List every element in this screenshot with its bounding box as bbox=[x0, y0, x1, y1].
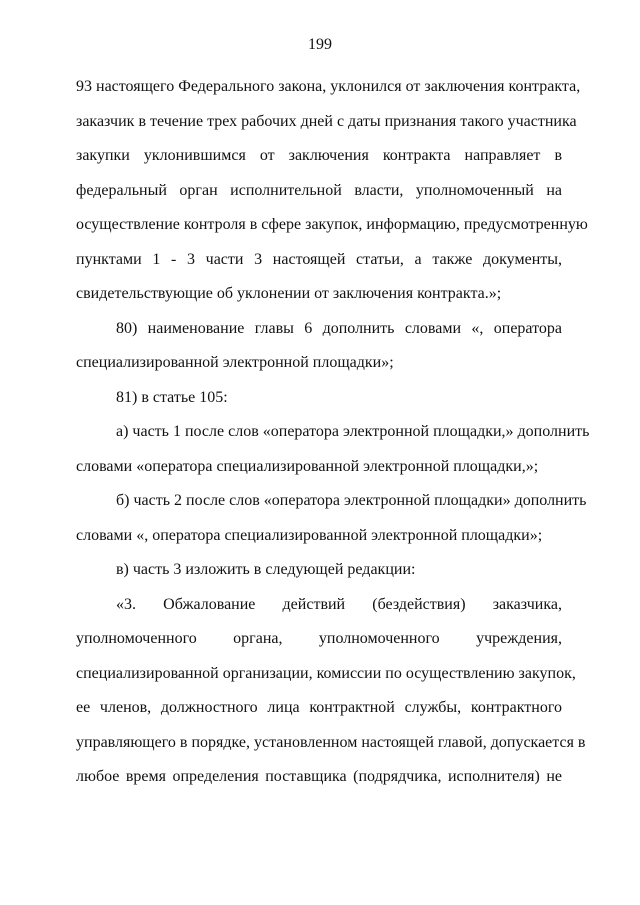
text-line: осуществление контроля в сфере закупок, информацию, предусмотренную bbox=[76, 216, 588, 233]
paragraph-subitem-a bbox=[76, 415, 590, 484]
text-line: в) часть 3 изложить в следующей редакции: bbox=[116, 561, 416, 578]
paragraph-quoted-part-3 bbox=[76, 588, 586, 795]
text-line: специализированной электронной площадки»; bbox=[76, 354, 394, 371]
text-line: уполномоченного органа, уполномоченного учреждения, bbox=[76, 630, 562, 647]
text-line: словами «, оператора специализированной электронной площадки»; bbox=[76, 526, 543, 544]
text-line: специализированной организации, комиссии по осуществлению закупок, bbox=[76, 664, 576, 682]
text-line: любое время определения поставщика (подрядчика, исполнителя) не bbox=[76, 768, 562, 785]
paragraph-item-81 bbox=[76, 381, 562, 416]
text-line: словами «оператора специализированной электронной площадки,»; bbox=[76, 457, 539, 475]
text-line: б) часть 2 после слов «оператора электронной площадки» дополнить bbox=[116, 492, 587, 509]
text-line: пунктами 1 - 3 части 3 настоящей статьи, а также документы, bbox=[76, 250, 562, 268]
paragraph-continuation bbox=[76, 70, 588, 312]
page-number: 199 bbox=[308, 36, 332, 53]
text-line: закупки уклонившимся от заключения контракта направляет в bbox=[76, 147, 562, 164]
text-line: свидетельствующие об уклонении от заключения контракта.»; bbox=[76, 285, 502, 302]
paragraph-item-80 bbox=[76, 312, 562, 381]
text-line: 81) в статье 105: bbox=[116, 388, 228, 406]
text-line: «3. Обжалование действий (бездействия) заказчика, bbox=[116, 595, 562, 613]
text-line: 80) наименование главы 6 дополнить словами «, оператора bbox=[116, 319, 562, 337]
document-body bbox=[76, 70, 590, 795]
text-line: 93 настоящего Федерального закона, уклонился от заключения контракта, bbox=[76, 78, 581, 95]
text-line: управляющего в порядке, установленном настоящей главой, допускается в bbox=[76, 733, 586, 751]
text-line: а) часть 1 после слов «оператора электронной площадки,» дополнить bbox=[116, 423, 590, 440]
paragraph-subitem-v bbox=[76, 553, 562, 588]
text-line: федеральный орган исполнительной власти, уполномоченный на bbox=[76, 181, 562, 199]
paragraph-subitem-b bbox=[76, 484, 587, 553]
text-line: заказчик в течение трех рабочих дней с даты признания такого участника bbox=[76, 112, 577, 130]
text-line: ее членов, должностного лица контрактной службы, контрактного bbox=[76, 699, 562, 716]
